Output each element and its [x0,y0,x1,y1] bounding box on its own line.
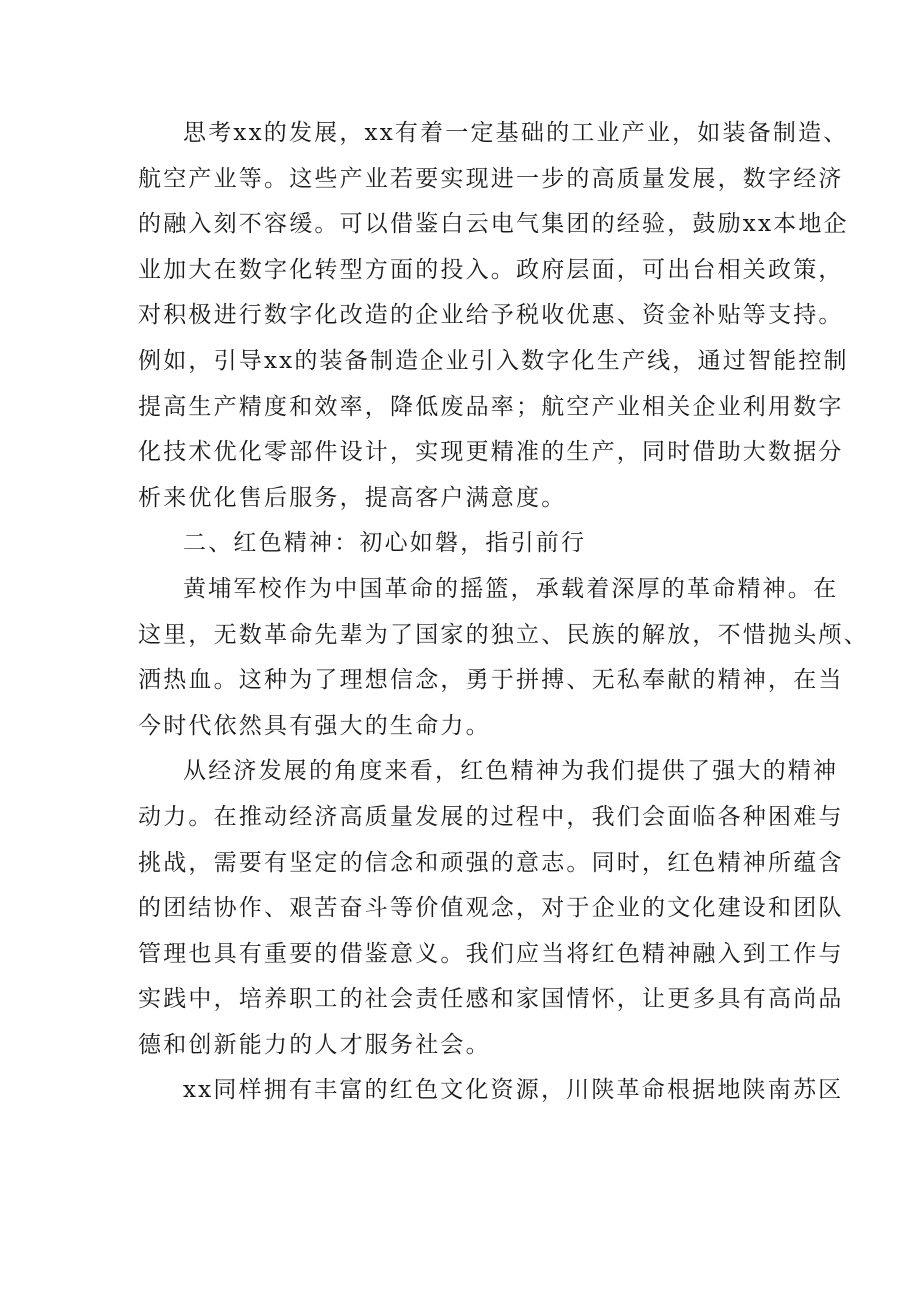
paragraph-3-line-2: 动力。在推动经济高质量发展的过程中，我们会面临各种困难与 [138,803,844,830]
paragraph-1-line-5: 对积极进行数字化改造的企业给予税收优惠、资金补贴等支持。 [138,302,844,329]
paragraph-3-line-7: 德和创新能力的人才服务社会。 [138,1031,491,1058]
paragraph-4-line-1: xx同样拥有丰富的红色文化资源，川陕革命根据地陕南苏区 [183,1077,844,1104]
paragraph-2-line-4: 今时代依然具有强大的生命力。 [138,712,491,739]
paragraph-1-line-6: 例如，引导xx的装备制造企业引入数字化生产线，通过智能控制 [138,347,849,374]
paragraph-1-line-3: 的融入刻不容缓。可以借鉴白云电气集团的经验，鼓励xx本地企 [138,211,849,238]
section-heading: 二、红色精神：初心如磐，指引前行 [183,530,587,557]
paragraph-3-line-6: 实践中，培养职工的社会责任感和家国情怀，让更多具有高尚品 [138,986,844,1013]
paragraph-1-line-7: 提高生产精度和效率，降低废品率；航空产业相关企业利用数字 [138,393,844,420]
paragraph-1-line-8: 化技术优化零部件设计，实现更精准的生产，同时借助大数据分 [138,439,844,466]
paragraph-3-line-4: 的团结协作、艰苦奋斗等价值观念，对于企业的文化建设和团队 [138,895,844,922]
paragraph-1-line-2: 航空产业等。这些产业若要实现进一步的高质量发展，数字经济 [138,165,844,192]
paragraph-2-line-2: 这里，无数革命先辈为了国家的独立、民族的解放，不惜抛头颅、 [138,621,869,648]
paragraph-2-line-3: 洒热血。这种为了理想信念，勇于拼搏、无私奉献的精神，在当 [138,667,844,694]
document-body [138,111,869,1114]
paragraph-2-line-1: 黄埔军校作为中国革命的摇篮，承载着深厚的革命精神。在 [183,575,839,602]
paragraph-1-line-9: 析来优化售后服务，提高客户满意度。 [138,484,567,511]
paragraph-3-line-3: 挑战，需要有坚定的信念和顽强的意志。同时，红色精神所蕴含 [138,849,844,876]
paragraph-1-line-1: 思考xx的发展，xx有着一定基础的工业产业，如装备制造、 [183,120,849,146]
paragraph-3-line-5: 管理也具有重要的借鉴意义。我们应当将红色精神融入到工作与 [138,940,844,967]
paragraph-3-line-1: 从经济发展的角度来看，红色精神为我们提供了强大的精神 [183,758,839,785]
paragraph-1-line-4: 业加大在数字化转型方面的投入。政府层面，可出台相关政策， [138,256,844,283]
